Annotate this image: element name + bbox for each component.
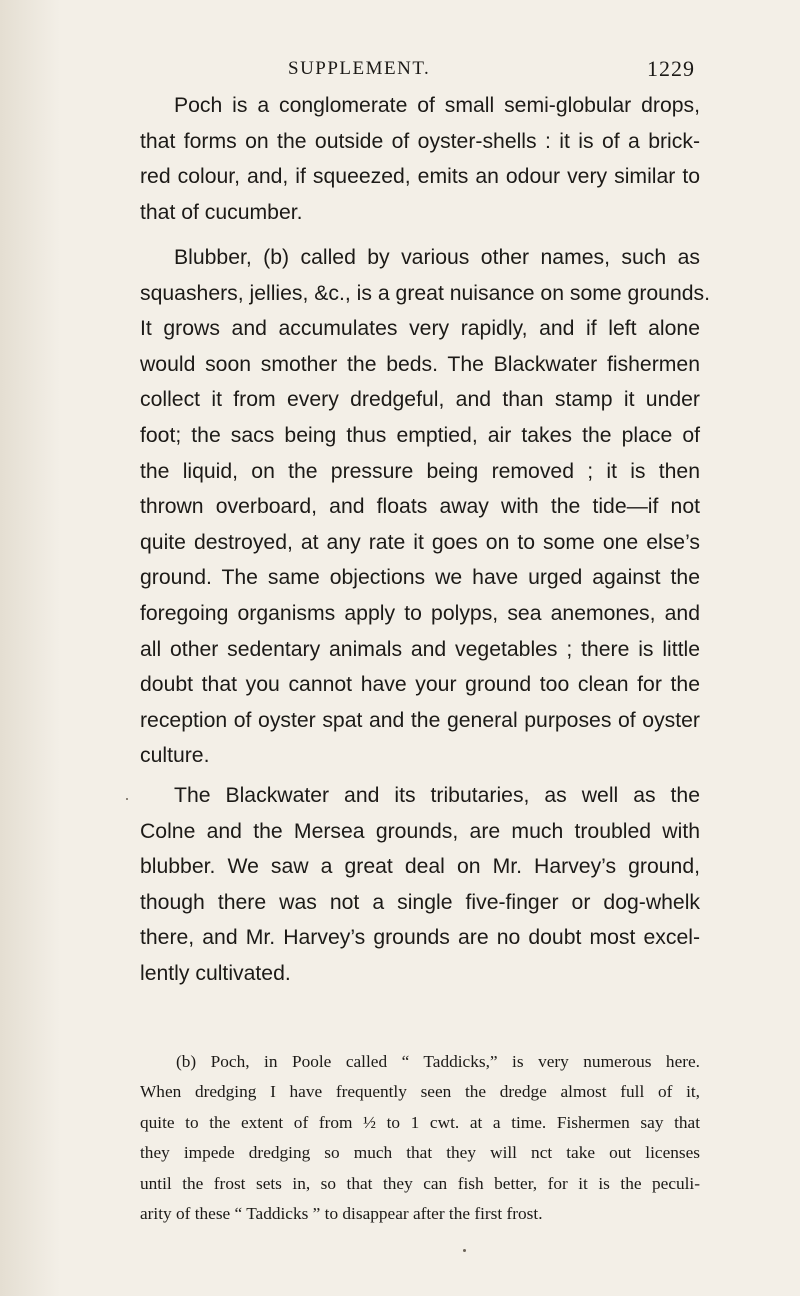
page-number: 1229 <box>647 56 695 81</box>
text-line: though there was not a single five-finger or dog-whelk <box>140 890 700 914</box>
text-line: reception of oyster spat and the general purposes of oyster <box>140 708 700 732</box>
text-line: there, and Mr. Harvey’s grounds are no doubt most excel- <box>140 926 700 950</box>
footnote <box>140 1047 700 1229</box>
text-line: collect it from every dredgeful, and than stamp it under <box>140 388 700 412</box>
text-line: lently cultivated. <box>140 961 291 985</box>
text-line: quite destroyed, at any rate it goes on to some one else’s <box>140 530 700 554</box>
paragraph <box>140 88 700 230</box>
footnote-line: quite to the extent of from ½ to 1 cwt. at a time. Fishermen say that <box>140 1112 700 1132</box>
footnote-line: they impede dredging so much that they will nct take out licenses <box>140 1143 700 1163</box>
text-line: foregoing organisms apply to polyps, sea anemones, and <box>140 601 700 625</box>
text-line: Blubber, (b) called by various other names, such as <box>174 246 700 269</box>
text-line: Colne and the Mersea grounds, are much troubled with <box>140 819 700 843</box>
text-line: The Blackwater and its tributaries, as well as the <box>174 784 700 807</box>
text-line: thrown overboard, and floats away with the tide—if not <box>140 495 700 519</box>
text-line: the liquid, on the pressure being removed ; it is then <box>140 459 700 483</box>
text-line: doubt that you cannot have your ground too clean for the <box>140 673 700 697</box>
text-line: blubber. We saw a great deal on Mr. Harvey’s ground, <box>140 855 700 879</box>
footnote-line: When dredging I have frequently seen the dredge almost full of it, <box>140 1082 700 1102</box>
print-speck <box>463 1249 466 1252</box>
text-line: culture. <box>140 744 210 768</box>
text-line: foot; the sacs being thus emptied, air takes the place of <box>140 423 700 447</box>
running-head <box>0 58 800 88</box>
footnote-line: arity of these “ Taddicks ” to disappear after the first frost. <box>140 1203 543 1223</box>
paragraph <box>140 240 711 774</box>
footnote-line: until the frost sets in, so that they can fish better, for it is the peculi- <box>140 1173 700 1193</box>
text-line: red colour, and, if squeezed, emits an odour very similar to <box>140 165 700 189</box>
text-line: that of cucumber. <box>140 200 303 224</box>
text-line: all other sedentary animals and vegetables ; there is little <box>140 637 700 661</box>
text-line: It grows and accumulates very rapidly, and if left alone <box>140 317 700 341</box>
text-line: squashers, jellies, &c., is a great nuisance on some grounds. <box>140 281 711 305</box>
text-line: that forms on the outside of oyster-shells : it is of a brick- <box>140 129 700 153</box>
footnote-line: (b) Poch, in Poole called “ Taddicks,” is very numerous here. <box>176 1052 700 1071</box>
text-line: ground. The same objections we have urged against the <box>140 566 700 590</box>
print-speck <box>126 798 128 800</box>
running-head-title: SUPPLEMENT. <box>288 58 431 79</box>
paragraph <box>140 778 700 992</box>
text-line: Poch is a conglomerate of small semi-globular drops, <box>174 94 700 117</box>
text-line: would soon smother the beds. The Blackwater fishermen <box>140 352 700 376</box>
